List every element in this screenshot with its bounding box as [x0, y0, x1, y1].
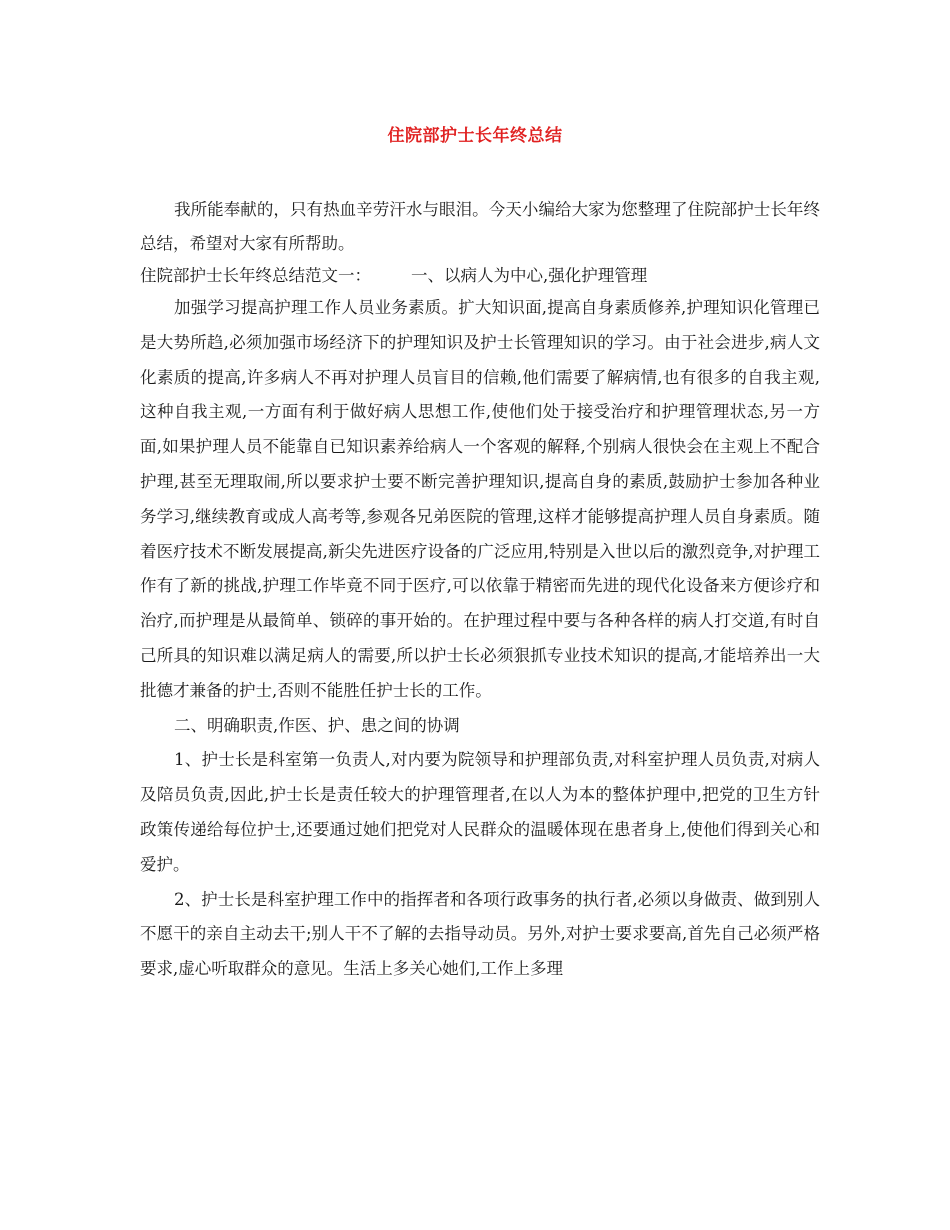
- section2-heading: 二、明确职责,作医、护、患之间的协调: [174, 715, 460, 735]
- section1-heading: 一、以病人为中心,强化护理管理: [411, 266, 648, 285]
- example-label: 住院部护士长年终总结范文一：: [140, 266, 371, 285]
- main-body: [140, 291, 820, 987]
- item1-paragraph: 1、护士长是科室第一负责人,对内要为院领导和护理部负责,对科室护理人员负责,对病人及陪员负责,因此,护士长是责任较大的护理管理者,在以人为本的整体护理中,把党的卫生方针政策传递给每位护士,还要通过她们把党对人民群众的温暖体现在患者身上,使他们得到关心和爱护。: [140, 750, 820, 874]
- item2-paragraph: 2、护士长是科室护理工作中的指挥者和各项行政事务的执行者,必须以身做责、做到别人不愿干的亲自主动去干;别人干不了解的去指导动员。另外,对护士要求要高,首先自己必须严格要求,虚心听取群众的意见。生活上多关心她们,工作上多理: [140, 889, 820, 979]
- intro-block: [140, 193, 820, 261]
- intro-paragraph: 我所能奉献的，只有热血辛劳汗水与眼泪。今天小编给大家为您整理了住院部护士长年终总结，希望对大家有所帮助。: [140, 200, 820, 253]
- section1-paragraph: 加强学习提高护理工作人员业务素质。扩大知识面,提高自身素质修养,护理知识化管理已是大势所趋,必须加强市场经济下的护理知识及护士长管理知识的学习。由于社会进步,病人文化素质的提高,许多病人不再对护理人员盲目的信赖,他们需要了解病情,也有很多的自我主观,这种自我主观,一方面有利于做好病人思想工作,使他们处于接受治疗和护理管理状态,另一方面,如果护理人员不能靠自已知识素养给病人一个客观的解释,个别病人很快会在主观上不配合护理,甚至无理取闹,所以要求护士要不断完善护理知识,提高自身的素质,鼓励护士参加各种业务学习,继续教育或成人高考等,参观各兄弟医院的管理,这样才能够提高护理人员自身素质。随着医疗技术不断发展提高,新尖先进医疗设备的广泛应用,特别是入世以后的激烈竞争,对护理工作有了新的挑战,护理工作毕竟不同于医疗,可以依靠于精密而先进的现代化设备来方便诊疗和治疗,而护理是从最简单、锁碎的事开始的。在护理过程中要与各种各样的病人打交道,有时自己所具的知识难以满足病人的需要,所以护士长必须狠抓专业技术知识的提高,才能培养出一大批德才兼备的护士,否则不能胜任护士长的工作。: [140, 298, 820, 700]
- example-heading-line: [140, 261, 820, 291]
- document-title: 住院部护士长年终总结: [387, 126, 563, 146]
